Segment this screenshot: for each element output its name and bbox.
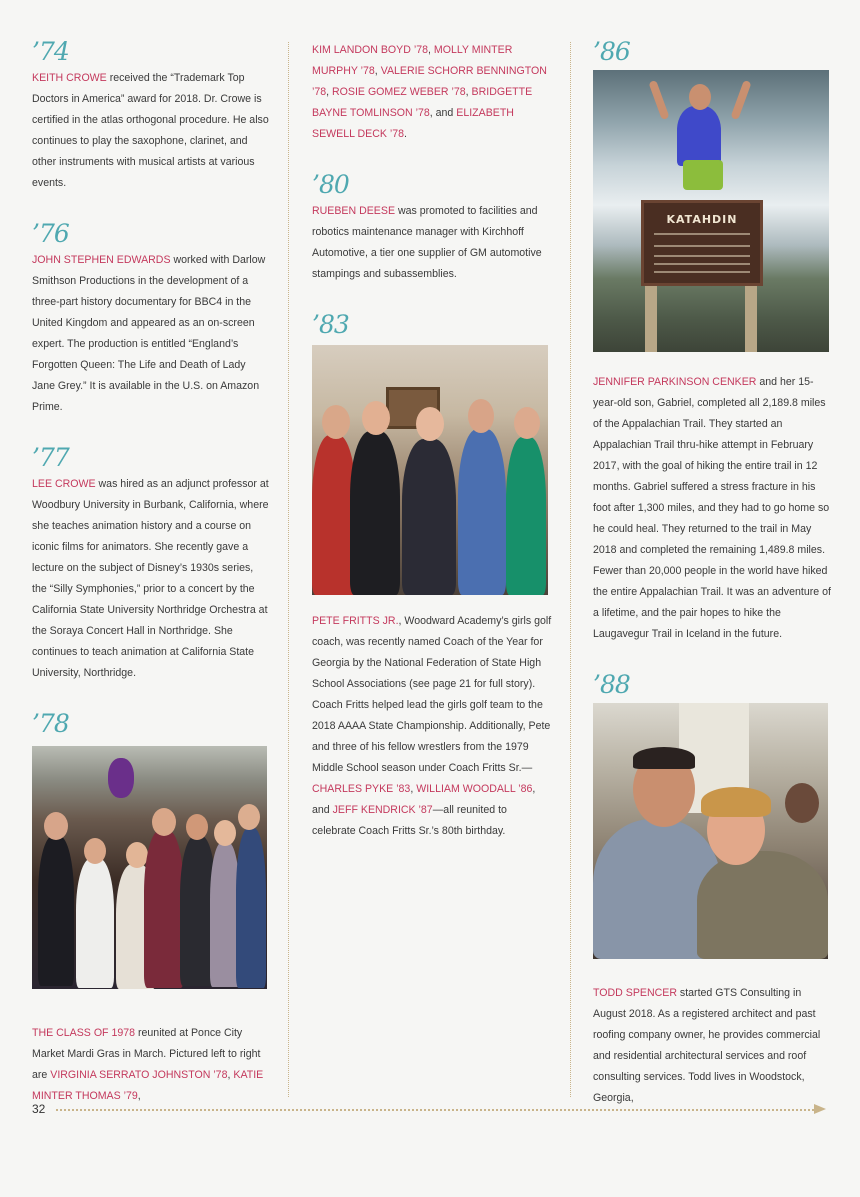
year-heading-76: ’76	[32, 219, 69, 248]
separator: , and	[312, 783, 536, 816]
separator: ,	[374, 65, 381, 77]
year-heading-86: ’86	[593, 37, 630, 66]
alumni-name: RUEBEN DEESE	[312, 205, 396, 217]
footer-dotted-rule	[56, 1109, 814, 1111]
entry-text: , Woodward Academy’s girls golf coach, was recently named Coach of the Year for Georgia by the National Federation of State High School Associations (see page 21 for full story). Coach Fritts helped lead the girls golf team to the 2018 AAAA State Championship. Additionally, Pete and three of his fellow wrestlers from the 1979 Middle School season under Coach Fritts Sr.—	[312, 615, 552, 774]
separator: ,	[427, 44, 434, 56]
column-divider-left	[288, 42, 289, 1097]
sign-title: KATAHDIN	[666, 213, 738, 226]
alumni-name: KEITH CROWE	[32, 72, 107, 84]
entry-text: started GTS Consulting in August 2018. As a registered architect and past roofing company owner, he provides commercial and residential architectural services and roof consulting services. Todd lives in Woodstock, Georgia,	[593, 987, 821, 1104]
entry-text: worked with Darlow Smithson Productions in the development of a three-part history documentary for BBC4 in the United Kingdom and appeared as an on-screen expert. The production is entitled “England’s Forgotten Queen: The Life and Death of Lady Jane Grey.” It is available in the U.S. on Amazon Prime.	[32, 254, 266, 413]
column-left	[32, 38, 270, 1133]
alumni-name: WILLIAM WOODALL ’86	[416, 783, 533, 795]
alumni-name: VALERIE SCHORR BENNINGTON ’78	[312, 65, 547, 98]
separator: , and	[429, 107, 457, 119]
entry-text: was promoted to facilities and robotics maintenance manager with Kirchhoff Automotive, a tier one supplier of GM automotive stampings and subassemblies.	[312, 205, 542, 280]
separator: ,	[137, 1090, 141, 1102]
class-of-1978-photo	[32, 746, 267, 989]
entry-pete-fritts	[312, 611, 552, 842]
alumni-name: THE CLASS OF 1978	[32, 1027, 136, 1039]
alumni-name: TODD SPENCER	[593, 987, 677, 999]
separator: ,	[227, 1069, 231, 1081]
separator: ,	[410, 783, 417, 795]
year-heading-77: ’77	[32, 443, 69, 472]
entry-text: and her 15-year-old son, Gabriel, completed all 2,189.8 miles of the Appalachian Trail. They started an Appalachian Trail thru-hike attempt in February 2017, with the goal of hiking the entire trail in 12 months. Gabriel suffered a stress fracture in his foot after 1,300 miles, and they had to go home so he could heal. They returned to the trail in May 2018 and completed the remaining 1,489.8 miles. Fewer than 20,000 people in the world have hiked the entire Appalachian Trail. It was an adventure of a lifetime, and the pair hopes to hike the Laugavegur Trail in Iceland in the future.	[593, 376, 831, 640]
page-number: 32	[32, 1102, 46, 1116]
entry-keith-crowe	[32, 68, 270, 194]
entry-john-edwards	[32, 250, 270, 418]
arrow-right-icon	[814, 1104, 826, 1114]
alumni-name: JEFF KENDRICK ’87	[332, 804, 433, 816]
entry-text: reunited at Ponce City Market Mardi Gras in March. Pictured left to right are	[32, 1027, 261, 1081]
entry-rueben-deese	[312, 201, 552, 285]
entry-jennifer-cenker	[593, 372, 831, 645]
separator: ,	[465, 86, 472, 98]
year-heading-80: ’80	[312, 170, 349, 199]
alumni-name: KATIE MINTER THOMAS ’79	[32, 1069, 264, 1102]
alumni-name: MOLLY MINTER MURPHY ’78	[312, 44, 513, 77]
entry-text: —all reunited to celebrate Coach Fritts Sr.’s 80th birthday.	[312, 804, 507, 837]
year-heading-88: ’88	[593, 670, 630, 699]
alumni-name: JOHN STEPHEN EDWARDS	[32, 254, 171, 266]
katahdin-sign	[641, 200, 763, 286]
alumni-name: JENNIFER PARKINSON CENKER	[593, 376, 757, 388]
column-right	[593, 38, 831, 1135]
alumni-name: ROSIE GOMEZ WEBER ’78	[332, 86, 466, 98]
year-heading-74: ’74	[32, 37, 69, 66]
entry-text: was hired as an adjunct professor at Woodbury University in Burbank, California, where she teaches animation history and a course on iconic films for animators. She recently gave a lecture on the subject of Disney’s 1930s series, the “Silly Symphonies,” prior to a concert by the California State University Northridge Orchestra at the Soraya Concert Hall in Northridge. She continues to teach animation at California State University, Northridge.	[32, 478, 269, 679]
alumni-name: LEE CROWE	[32, 478, 96, 490]
alumni-name: PETE FRITTS JR.	[312, 615, 399, 627]
alumni-name: VIRGINIA SERRATO JOHNSTON ’78	[50, 1069, 228, 1081]
year-heading-78: ’78	[32, 709, 69, 738]
year-heading-83: ’83	[312, 310, 349, 339]
alumni-name: KIM LANDON BOYD ’78	[312, 44, 428, 56]
column-divider-right	[570, 42, 571, 1097]
entry-class-of-1978-cont	[312, 40, 552, 145]
alumni-name: CHARLES PYKE ’83	[312, 783, 411, 795]
katahdin-summit-photo	[593, 70, 829, 352]
entry-todd-spencer	[593, 983, 831, 1109]
separator: ,	[326, 86, 333, 98]
entry-lee-crowe	[32, 474, 270, 684]
coaches-photo	[312, 345, 548, 595]
alumni-name: BRIDGETTE BAYNE TOMLINSON ’78	[312, 86, 533, 119]
separator: .	[404, 128, 407, 140]
todd-spencer-photo	[593, 703, 828, 959]
entry-class-of-1978	[32, 1023, 270, 1107]
column-middle	[312, 38, 552, 868]
entry-text: received the “Trademark Top Doctors in America” award for 2018. Dr. Crowe is certified in the atlas orthogonal procedure. He also continues to play the saxophone, clarinet, and other instruments with musical artists at various events.	[32, 72, 269, 189]
alumni-name: ELIZABETH SEWELL DECK ’78	[312, 107, 514, 140]
